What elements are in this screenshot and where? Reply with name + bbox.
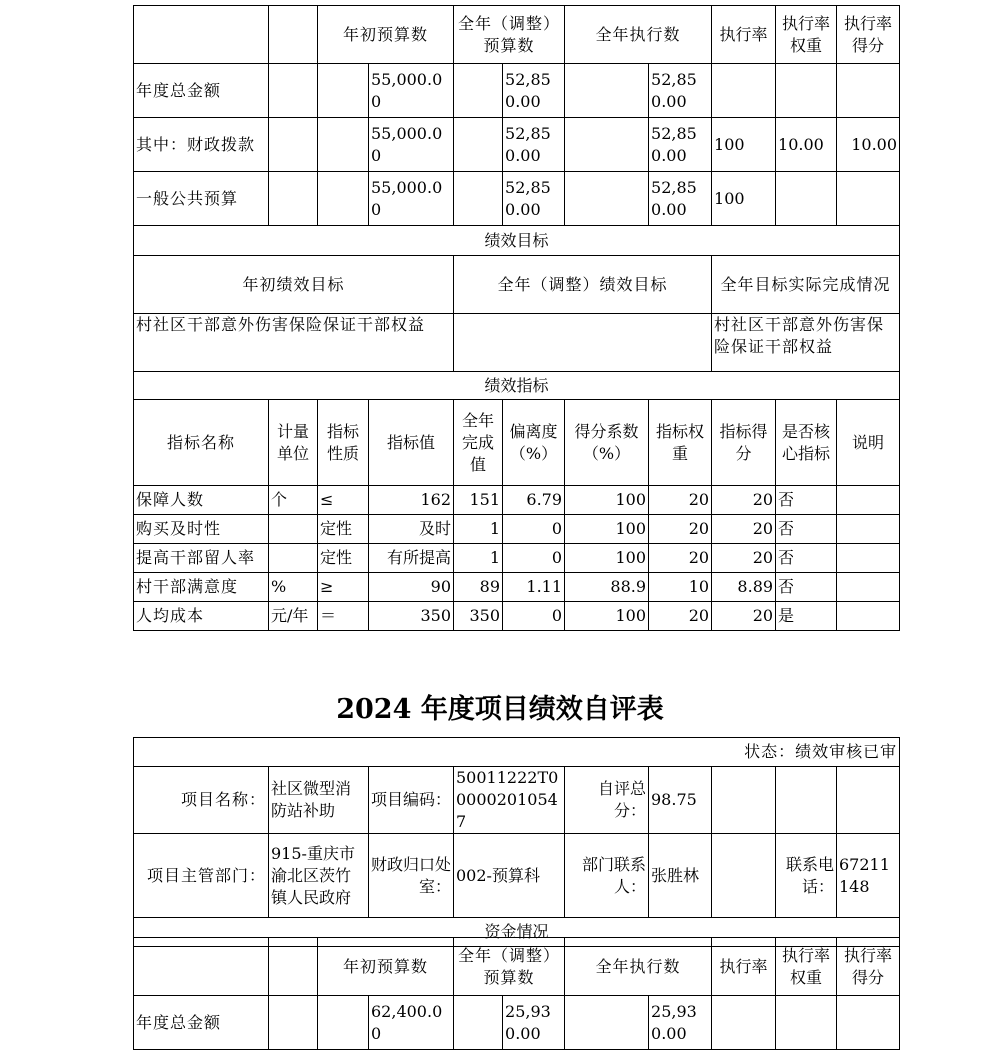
hdr-score: 执行率得分 (837, 6, 900, 64)
ind-hdr-value: 指标值 (369, 400, 454, 486)
funds-executed: 25,930.00 (649, 996, 712, 1050)
funds-header-row (134, 6, 900, 64)
goals-hdr-initial: 年初绩效目标 (134, 256, 454, 314)
ind-deviation: 6.79 (503, 486, 565, 515)
finance-label: 财政归口处室： (369, 834, 454, 918)
funds-rate (712, 64, 776, 118)
ind-note (837, 573, 900, 602)
hdr-initial: 年初预算数 (318, 6, 454, 64)
funds-row (134, 996, 900, 1050)
project-name: 社区微型消防站补助 (269, 767, 369, 834)
ind-hdr-unit: 计量单位 (269, 400, 318, 486)
finance-value: 002-预算科 (454, 834, 565, 918)
ind-hdr-score: 指标得分 (712, 400, 776, 486)
ind-value: 162 (369, 486, 454, 515)
self-score: 98.75 (649, 767, 712, 834)
ind-nature: ＝ (318, 602, 369, 631)
goals-initial: 村社区干部意外伤害保险保证干部权益 (134, 314, 454, 372)
ind-actual: 151 (454, 486, 503, 515)
status-text: 状态：绩效审核已审 (134, 738, 900, 767)
ind-unit: 个 (269, 486, 318, 515)
project-name-label: 项目名称： (134, 767, 269, 834)
hdr-rate: 执行率 (712, 938, 776, 996)
dept-value: 915-重庆市渝北区茨竹镇人民政府 (269, 834, 369, 918)
ind-coef: 100 (565, 486, 649, 515)
ind-weight: 10 (649, 573, 712, 602)
goals-hdr-adjusted: 全年（调整）绩效目标 (454, 256, 712, 314)
ind-unit: % (269, 573, 318, 602)
funds-row (134, 172, 900, 226)
hdr-score: 执行率得分 (837, 938, 900, 996)
goals-section-title: 绩效目标 (134, 226, 900, 256)
ind-hdr-name: 指标名称 (134, 400, 269, 486)
ind-deviation: 0 (503, 602, 565, 631)
ind-core: 否 (776, 544, 837, 573)
funds-initial: 55,000.00 (369, 118, 454, 172)
indicators-header-row (134, 400, 900, 486)
top-funds-table (133, 5, 900, 631)
ind-unit (269, 515, 318, 544)
phone-label: 联系电话： (776, 834, 837, 918)
self-score-label: 自评总分： (565, 767, 649, 834)
ind-coef: 88.9 (565, 573, 649, 602)
ind-core: 是 (776, 602, 837, 631)
funds-label: 一般公共预算 (134, 172, 269, 226)
ind-value: 90 (369, 573, 454, 602)
goals-adjusted (454, 314, 712, 372)
ind-nature: 定性 (318, 515, 369, 544)
funds-adjusted: 25,930.00 (503, 996, 565, 1050)
goals-header-row (134, 256, 900, 314)
funds-executed: 52,850.00 (649, 64, 712, 118)
ind-coef: 100 (565, 602, 649, 631)
funds-adjusted: 52,850.00 (503, 118, 565, 172)
funds-label: 年度总金额 (134, 64, 269, 118)
ind-name: 村干部满意度 (134, 573, 269, 602)
hdr-adjusted: 全年（调整）预算数 (454, 938, 565, 996)
ind-coef: 100 (565, 515, 649, 544)
ind-hdr-weight: 指标权重 (649, 400, 712, 486)
ind-note (837, 486, 900, 515)
project-code-label: 项目编码： (369, 767, 454, 834)
funds-executed: 52,850.00 (649, 118, 712, 172)
indicator-row (134, 602, 900, 631)
goals-actual: 村社区干部意外伤害保险保证干部权益 (712, 314, 900, 372)
ind-hdr-core: 是否核心指标 (776, 400, 837, 486)
contact-value: 张胜林 (649, 834, 712, 918)
ind-note (837, 544, 900, 573)
funds-header-row (134, 938, 900, 996)
ind-score: 20 (712, 515, 776, 544)
ind-weight: 20 (649, 544, 712, 573)
ind-score: 20 (712, 486, 776, 515)
ind-hdr-actual: 全年完成值 (454, 400, 503, 486)
funds-label: 其中：财政拨款 (134, 118, 269, 172)
funds-score (837, 996, 900, 1050)
ind-note (837, 515, 900, 544)
funds-initial: 55,000.00 (369, 172, 454, 226)
goals-section-row (134, 226, 900, 256)
hdr-rate: 执行率 (712, 6, 776, 64)
ind-core: 否 (776, 486, 837, 515)
indicator-row (134, 486, 900, 515)
funds-rate (712, 996, 776, 1050)
goals-row (134, 314, 900, 372)
project-row (134, 767, 900, 834)
ind-note (837, 602, 900, 631)
ind-name: 保障人数 (134, 486, 269, 515)
ind-hdr-coef: 得分系数（%） (565, 400, 649, 486)
funds-label: 年度总金额 (134, 996, 269, 1050)
ind-deviation: 0 (503, 544, 565, 573)
indicator-row (134, 573, 900, 602)
goals-hdr-actual: 全年目标实际完成情况 (712, 256, 900, 314)
ind-actual: 89 (454, 573, 503, 602)
ind-score: 20 (712, 602, 776, 631)
ind-weight: 20 (649, 515, 712, 544)
ind-name: 提高干部留人率 (134, 544, 269, 573)
hdr-weight: 执行率权重 (776, 6, 837, 64)
project-code: 50011222T000002010547 (454, 767, 565, 834)
ind-actual: 350 (454, 602, 503, 631)
funds-score (837, 64, 900, 118)
ind-value: 350 (369, 602, 454, 631)
ind-hdr-deviation: 偏离度（%） (503, 400, 565, 486)
funds-executed: 52,850.00 (649, 172, 712, 226)
page-title: 2024 年度项目绩效自评表 (336, 694, 664, 725)
hdr-weight: 执行率权重 (776, 938, 837, 996)
ind-deviation: 0 (503, 515, 565, 544)
ind-name: 人均成本 (134, 602, 269, 631)
funds-initial: 62,400.00 (369, 996, 454, 1050)
bottom-info-table (133, 737, 900, 947)
status-row (134, 738, 900, 767)
funds-weight: 10.00 (776, 118, 837, 172)
funds-initial: 55,000.00 (369, 64, 454, 118)
ind-weight: 20 (649, 602, 712, 631)
funds-adjusted: 52,850.00 (503, 64, 565, 118)
hdr-executed: 全年执行数 (565, 6, 712, 64)
funds-rate: 100 (712, 172, 776, 226)
funds-weight (776, 64, 837, 118)
hdr-initial: 年初预算数 (318, 938, 454, 996)
funds-score (837, 172, 900, 226)
funds-score: 10.00 (837, 118, 900, 172)
hdr-adjusted: 全年（调整）预算数 (454, 6, 565, 64)
ind-score: 8.89 (712, 573, 776, 602)
funds-weight (776, 996, 837, 1050)
funds-section-title: 资金情况 (134, 918, 900, 947)
phone-value: 67211148 (837, 834, 900, 918)
indicator-row (134, 515, 900, 544)
funds-weight (776, 172, 837, 226)
contact-label: 部门联系人： (565, 834, 649, 918)
ind-actual: 1 (454, 544, 503, 573)
ind-value: 及时 (369, 515, 454, 544)
indicator-row (134, 544, 900, 573)
dept-row (134, 834, 900, 918)
ind-deviation: 1.11 (503, 573, 565, 602)
dept-label: 项目主管部门： (134, 834, 269, 918)
ind-coef: 100 (565, 544, 649, 573)
ind-unit (269, 544, 318, 573)
ind-hdr-note: 说明 (837, 400, 900, 486)
ind-name: 购买及时性 (134, 515, 269, 544)
ind-core: 否 (776, 515, 837, 544)
ind-nature: ≥ (318, 573, 369, 602)
funds-rate: 100 (712, 118, 776, 172)
bottom-funds-table (133, 937, 900, 1050)
indicators-section-title: 绩效指标 (134, 372, 900, 400)
ind-core: 否 (776, 573, 837, 602)
ind-weight: 20 (649, 486, 712, 515)
ind-score: 20 (712, 544, 776, 573)
ind-hdr-nature: 指标性质 (318, 400, 369, 486)
funds-row (134, 118, 900, 172)
ind-nature: 定性 (318, 544, 369, 573)
hdr-executed: 全年执行数 (565, 938, 712, 996)
funds-adjusted: 52,850.00 (503, 172, 565, 226)
ind-value: 有所提高 (369, 544, 454, 573)
ind-unit: 元/年 (269, 602, 318, 631)
ind-nature: ≤ (318, 486, 369, 515)
ind-actual: 1 (454, 515, 503, 544)
funds-row (134, 64, 900, 118)
indicators-section-row (134, 372, 900, 400)
